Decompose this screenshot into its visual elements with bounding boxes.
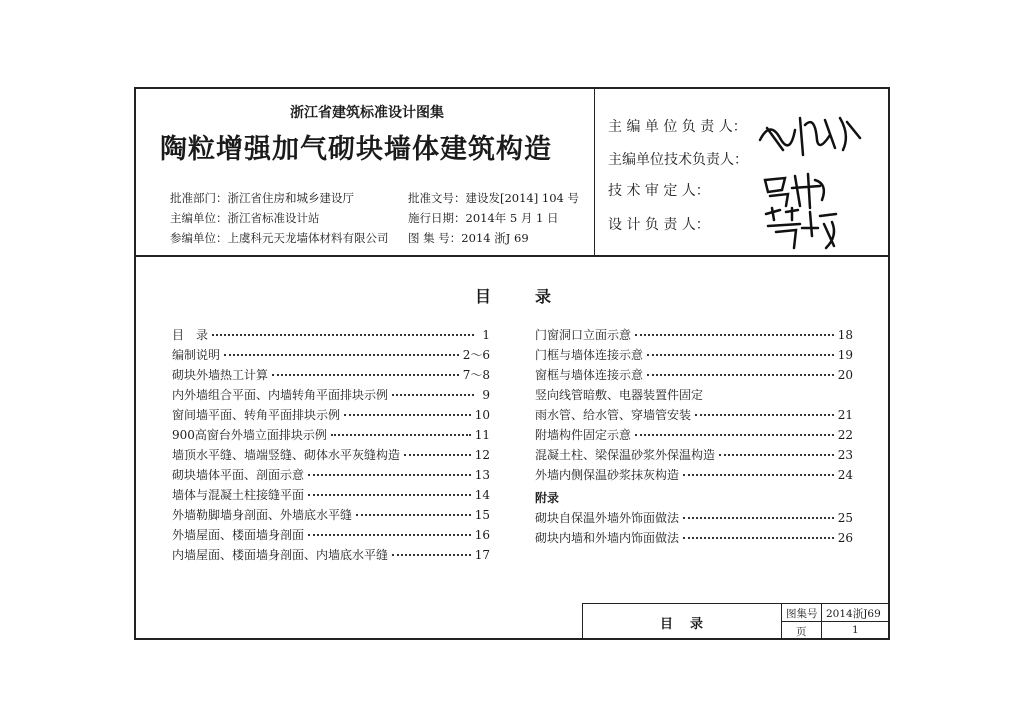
toc-item[interactable] [172,466,490,486]
leader-dots [308,534,471,536]
toc-item-page: 21 [837,408,853,422]
header-divider [134,255,890,257]
leader-dots [356,514,471,516]
toc-item[interactable] [172,446,490,466]
toc-item-label: 墙体与混凝土柱接缝平面 [172,488,305,502]
toc-item-page: 16 [474,528,490,542]
toc-item-label: 砌块内墙和外墙内饰面做法 [535,531,680,545]
toc-item-page: 26 [837,531,853,545]
toc-item[interactable] [535,426,853,446]
appendix-heading: 附录 [535,491,560,505]
atlas-number-value: 2014浙J69 [826,608,881,620]
toc-item-page: 22 [837,428,853,442]
leader-dots [683,517,834,519]
toc-item[interactable] [535,406,853,426]
toc-item-page: 15 [474,508,490,522]
toc-item[interactable] [535,346,853,366]
toc-item[interactable] [172,486,490,506]
title-block-name-right: 录 [690,617,704,632]
toc-item-label: 混凝土柱、梁保温砂浆外保温构造 [535,448,716,462]
page-number: 1 [852,624,859,636]
handwritten-signature [755,110,865,160]
toc-item[interactable] [172,346,490,366]
toc-item-label: 外墙勒脚墙身剖面、外墙底水平缝 [172,508,353,522]
approval-doc: 批准文号：建设发[2014] 104 号 [408,191,579,205]
approval-dept: 批准部门：浙江省住房和城乡建设厅 [170,191,354,205]
leader-dots [719,454,834,456]
leader-dots [272,374,459,376]
toc-item-label: 门框与墙体连接示意 [535,348,644,362]
toc-item[interactable] [172,366,490,386]
toc-item[interactable] [172,506,490,526]
leader-dots [647,374,834,376]
toc-item[interactable] [172,526,490,546]
handwritten-signature [762,206,842,252]
toc-item[interactable] [172,406,490,426]
leader-dots [695,414,834,416]
toc-item-label: 目 录 [172,328,209,342]
toc-item-page: 25 [837,511,853,525]
toc-item-page: 7～8 [462,368,490,382]
toc-item-label: 雨水管、给水管、穿墙管安装 [535,408,692,422]
toc-item-label: 外墙内侧保温砂浆抹灰构造 [535,468,680,482]
toc-item-page: 19 [837,348,853,362]
toc-item-page: 17 [474,548,490,562]
toc-item[interactable] [172,386,490,406]
leader-dots [344,414,471,416]
leader-dots [404,454,471,456]
toc-item-page: 20 [837,368,853,382]
toc-item[interactable] [535,509,853,529]
toc-item[interactable] [535,366,853,386]
leader-dots [212,334,474,336]
page-label: 页 [796,626,807,638]
toc-item[interactable] [535,326,853,346]
effective-date: 施行日期：2014年 5 月 1 日 [408,211,559,225]
toc-item-label: 编制说明 [172,348,221,362]
toc-item-label: 砌块墙体平面、剖面示意 [172,468,305,482]
toc-item[interactable] [535,386,853,406]
toc-item-label: 900高窗台外墙立面排块示例 [172,428,327,442]
toc-item-page: 18 [837,328,853,342]
toc-item-page: 24 [837,468,853,482]
toc-item-label: 窗间墙平面、转角平面排块示例 [172,408,341,422]
leader-dots [635,334,834,336]
leader-dots [308,494,471,496]
toc-item-label: 窗框与墙体连接示意 [535,368,644,382]
leader-dots [683,537,834,539]
page-title: 陶粒增强加气砌块墙体建筑构造 [160,134,552,165]
toc-item-page: 13 [474,468,490,482]
toc-item-page: 11 [474,428,490,442]
toc-item-page: 12 [474,448,490,462]
toc-item[interactable] [535,466,853,486]
signature-divider [594,87,595,256]
title-block-name-left: 目 [660,617,674,632]
toc-item[interactable] [535,529,853,549]
participant-unit: 参编单位：上虞科元天龙墙体材料有限公司 [170,231,389,245]
atlas-series: 浙江省建筑标准设计图集 [290,105,444,121]
title-block-row-divider [781,621,890,622]
toc-item[interactable] [172,546,490,566]
leader-dots [224,354,459,356]
title-block-top [582,603,890,604]
toc-item-label: 内墙屋面、楼面墙身剖面、内墙底水平缝 [172,548,389,562]
title-block-left [582,603,583,640]
handwritten-signature [760,170,840,210]
toc-item-label: 内外墙组合平面、内墙转角平面排块示例 [172,388,389,402]
toc-item-label: 竖向线管暗敷、电器装置件固定 [535,388,704,402]
toc-title-right: 录 [535,287,552,306]
toc-item[interactable] [172,326,490,346]
toc-item[interactable] [172,426,490,446]
leader-dots [683,474,834,476]
signature-label: 设 计 负 责 人： [608,217,710,233]
signature-label: 技 术 审 定 人： [608,183,710,199]
leader-dots [635,434,834,436]
toc-item-page: 23 [837,448,853,462]
toc-item-label: 外墙屋面、楼面墙身剖面 [172,528,305,542]
toc-item-label: 砌块外墙热工计算 [172,368,269,382]
toc-item-page: 10 [474,408,490,422]
toc-item-page: 1 [482,328,490,342]
toc-item-label: 门窗洞口立面示意 [535,328,632,342]
toc-item-label: 附墙构件固定示意 [535,428,632,442]
toc-item[interactable] [535,446,853,466]
atlas-number: 图 集 号：2014 浙J 69 [408,231,529,245]
toc-item-page: 2～6 [462,348,490,362]
leader-dots [647,354,834,356]
toc-title-left: 目 [475,287,492,306]
signature-label: 主 编 单 位 负 责 人： [608,119,747,135]
leader-dots [392,394,474,396]
leader-dots [308,474,471,476]
editor-unit: 主编单位：浙江省标准设计站 [170,211,320,225]
leader-dots [331,434,471,436]
leader-dots [392,554,471,556]
toc-item-label: 砌块自保温外墙外饰面做法 [535,511,680,525]
atlas-number-label: 图集号 [786,608,818,620]
toc-item-label: 墙顶水平缝、墙端竖缝、砌体水平灰缝构造 [172,448,401,462]
toc-item-page: 9 [482,388,490,402]
toc-item-page: 14 [474,488,490,502]
signature-label: 主编单位技术负责人： [608,152,748,168]
